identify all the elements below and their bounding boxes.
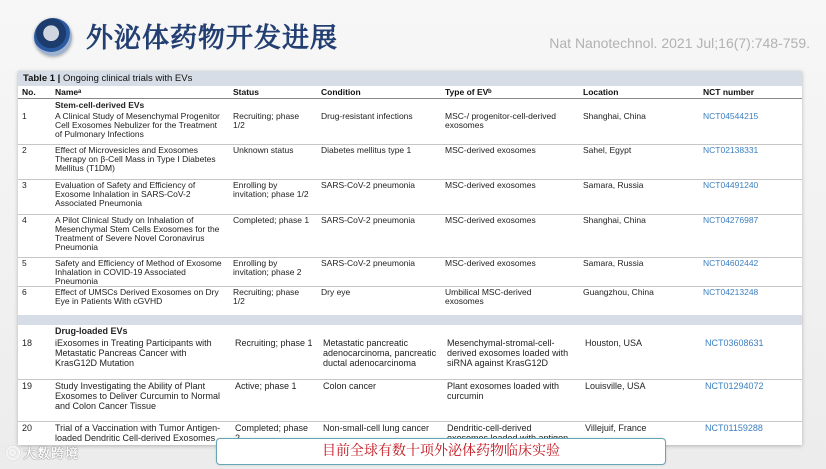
nct-link[interactable]: NCT02138331 (703, 145, 759, 155)
cell-condition: SARS-CoV-2 pneumonia (321, 258, 416, 268)
cell-condition: Diabetes mellitus type 1 (321, 145, 412, 155)
nct-link[interactable]: NCT04213248 (703, 287, 759, 297)
table-row (18, 215, 802, 258)
header-condition: Condition (321, 87, 361, 97)
cell-name: Trial of a Vaccination with Tumor Antigen-loaded Dendritic Cell-derived Exosomes (55, 423, 221, 443)
cell-location: Houston, USA (585, 338, 643, 348)
cell-type: Umbilical MSC-derived exosomes (445, 287, 532, 306)
cell-status: Recruiting; phase 1/2 (233, 111, 300, 130)
cell-name: Effect of Microvesicles and Exosomes Therapy on β-Cell Mass in Type I Diabetes Mellitus (T1DM) (55, 145, 216, 173)
cell-type: Dendritic-cell-derived (447, 423, 532, 433)
caption-label: Table 1 | (23, 73, 61, 84)
cell-type: MSC-derived exosomes (445, 180, 536, 190)
cell-no: 2 (22, 145, 27, 155)
sphere-logo-icon (34, 18, 72, 56)
cell-no: 20 (22, 423, 33, 433)
cell-location: Shanghai, China (583, 111, 646, 121)
cell-type: MSC-derived exosomes (445, 258, 536, 268)
cell-no: 6 (22, 287, 27, 297)
header-location: Location (583, 87, 619, 97)
cell-no: 18 (22, 338, 33, 348)
cell-no: 1 (22, 111, 27, 121)
watermark-logo-icon (6, 446, 20, 460)
cell-status: Enrolling by invitation; phase 1/2 (233, 180, 309, 199)
nct-link[interactable]: NCT03608631 (705, 338, 764, 348)
header-no: No. (22, 87, 36, 97)
cell-type: MSC-derived exosomes (445, 145, 536, 155)
header-type: Type of EVᵇ (445, 87, 492, 97)
cell-no: 3 (22, 180, 27, 190)
section-divider (18, 315, 802, 325)
citation: Nat Nanotechnol. 2021 Jul;16(7):748-759. (549, 35, 810, 51)
cell-condition: Metastatic pancreatic adenocarcinoma, pancreatic ductal adenocarcinoma (323, 338, 437, 368)
summary-banner: 目前全球有数十项外泌体药物临床实验 (216, 438, 666, 465)
table-row (18, 337, 802, 380)
table-header (18, 86, 802, 99)
group-title: Drug-loaded EVs (55, 326, 128, 336)
cell-status: Completed; phase 1 (233, 215, 310, 225)
cell-location: Shanghai, China (583, 215, 646, 225)
cell-location: Samara, Russia (583, 258, 644, 268)
nct-link[interactable]: NCT04491240 (703, 180, 759, 190)
cell-type: MSC-/ progenitor-cell-derived exosomes (445, 111, 557, 130)
table-row (18, 287, 802, 315)
nct-link[interactable]: NCT04544215 (703, 111, 759, 121)
nct-link[interactable]: NCT04602442 (703, 258, 759, 268)
header-status: Status (233, 87, 259, 97)
cell-no: 5 (22, 258, 27, 268)
cell-status: Completed; phase (235, 423, 309, 433)
table-row (18, 180, 802, 215)
cell-name: Evaluation of Safety and Efficiency of Exosome Inhalation in SARS-CoV-2 Associated Pneumonia (55, 180, 196, 208)
watermark (6, 443, 79, 462)
cell-status: Unknown status (233, 145, 294, 155)
table-row (18, 258, 802, 287)
cell-condition: Non-small-cell lung cancer (323, 423, 430, 433)
cell-location: Guangzhou, China (583, 287, 654, 297)
cell-name: A Clinical Study of Mesenchymal Progenitor Cell Exosomes Nebulizer for the Treatment of Pulmonary Infections (55, 111, 220, 139)
nct-link[interactable]: NCT01294072 (705, 381, 764, 391)
table-row (18, 380, 802, 422)
cell-location: Sahel, Egypt (583, 145, 632, 155)
cell-status: Recruiting; phase 1 (235, 338, 313, 348)
group-title: Stem-cell-derived EVs (55, 100, 145, 110)
cell-status: Recruiting; phase 1/2 (233, 287, 300, 306)
clinical-trials-table (18, 71, 802, 445)
cell-no: 19 (22, 381, 33, 391)
cell-name: A Pilot Clinical Study on Inhalation of Mesenchymal Stem Cells Exosomes for the Treatment of Severe Novel Coronavirus Pneumonia (55, 215, 220, 252)
cell-name: Safety and Efficiency of Method of Exosome Inhalation in COVID-19 Associated Pneumonia (55, 258, 222, 286)
table-row (18, 145, 802, 180)
cell-condition: SARS-CoV-2 pneumonia (321, 180, 416, 190)
cell-condition: Colon cancer (323, 381, 377, 391)
nct-link[interactable]: NCT01159288 (705, 423, 763, 433)
group-drug-loaded (18, 325, 802, 445)
header-name: Nameᵃ (55, 87, 82, 97)
cell-condition: Dry eye (321, 287, 351, 297)
slide-title: 外泌体药物开发进展 (86, 23, 338, 54)
cell-type: MSC-derived exosomes (445, 215, 536, 225)
cell-no: 4 (22, 215, 27, 225)
cell-name: Study Investigating the Ability of Plant Exosomes to Deliver Curcumin to Normal and Colon Cancer Tissue (55, 381, 221, 411)
cell-status: Active; phase 1 (235, 381, 297, 391)
cell-location: Samara, Russia (583, 180, 644, 190)
cell-type: Plant exosomes loaded with curcumin (447, 381, 560, 401)
cell-name: Effect of UMSCs Derived Exosomes on Dry Eye in Patients With cGVHD (55, 287, 219, 306)
cell-condition: Drug-resistant infections (321, 111, 413, 121)
nct-link[interactable]: NCT04276987 (703, 215, 759, 225)
cell-type: Mesenchymal-stromal-cell-derived exosomes loaded with siRNA against KrasG12D (447, 338, 569, 368)
caption-text: Ongoing clinical trials with EVs (60, 73, 193, 84)
table-row (18, 111, 802, 145)
watermark-text: 大数跨境 (23, 447, 80, 462)
cell-name: iExosomes in Treating Participants with Metastatic Pancreas Cancer with KrasG12D Mutation (55, 338, 212, 368)
cell-status: Enrolling by invitation; phase 2 (233, 258, 302, 277)
table-caption (18, 71, 802, 86)
cell-location: Louisville, USA (585, 381, 646, 391)
cell-location: Villejuif, France (585, 423, 647, 433)
group-stem-cell (18, 99, 802, 315)
header-nct: NCT number (703, 87, 754, 97)
cell-condition: SARS-CoV-2 pneumonia (321, 215, 416, 225)
